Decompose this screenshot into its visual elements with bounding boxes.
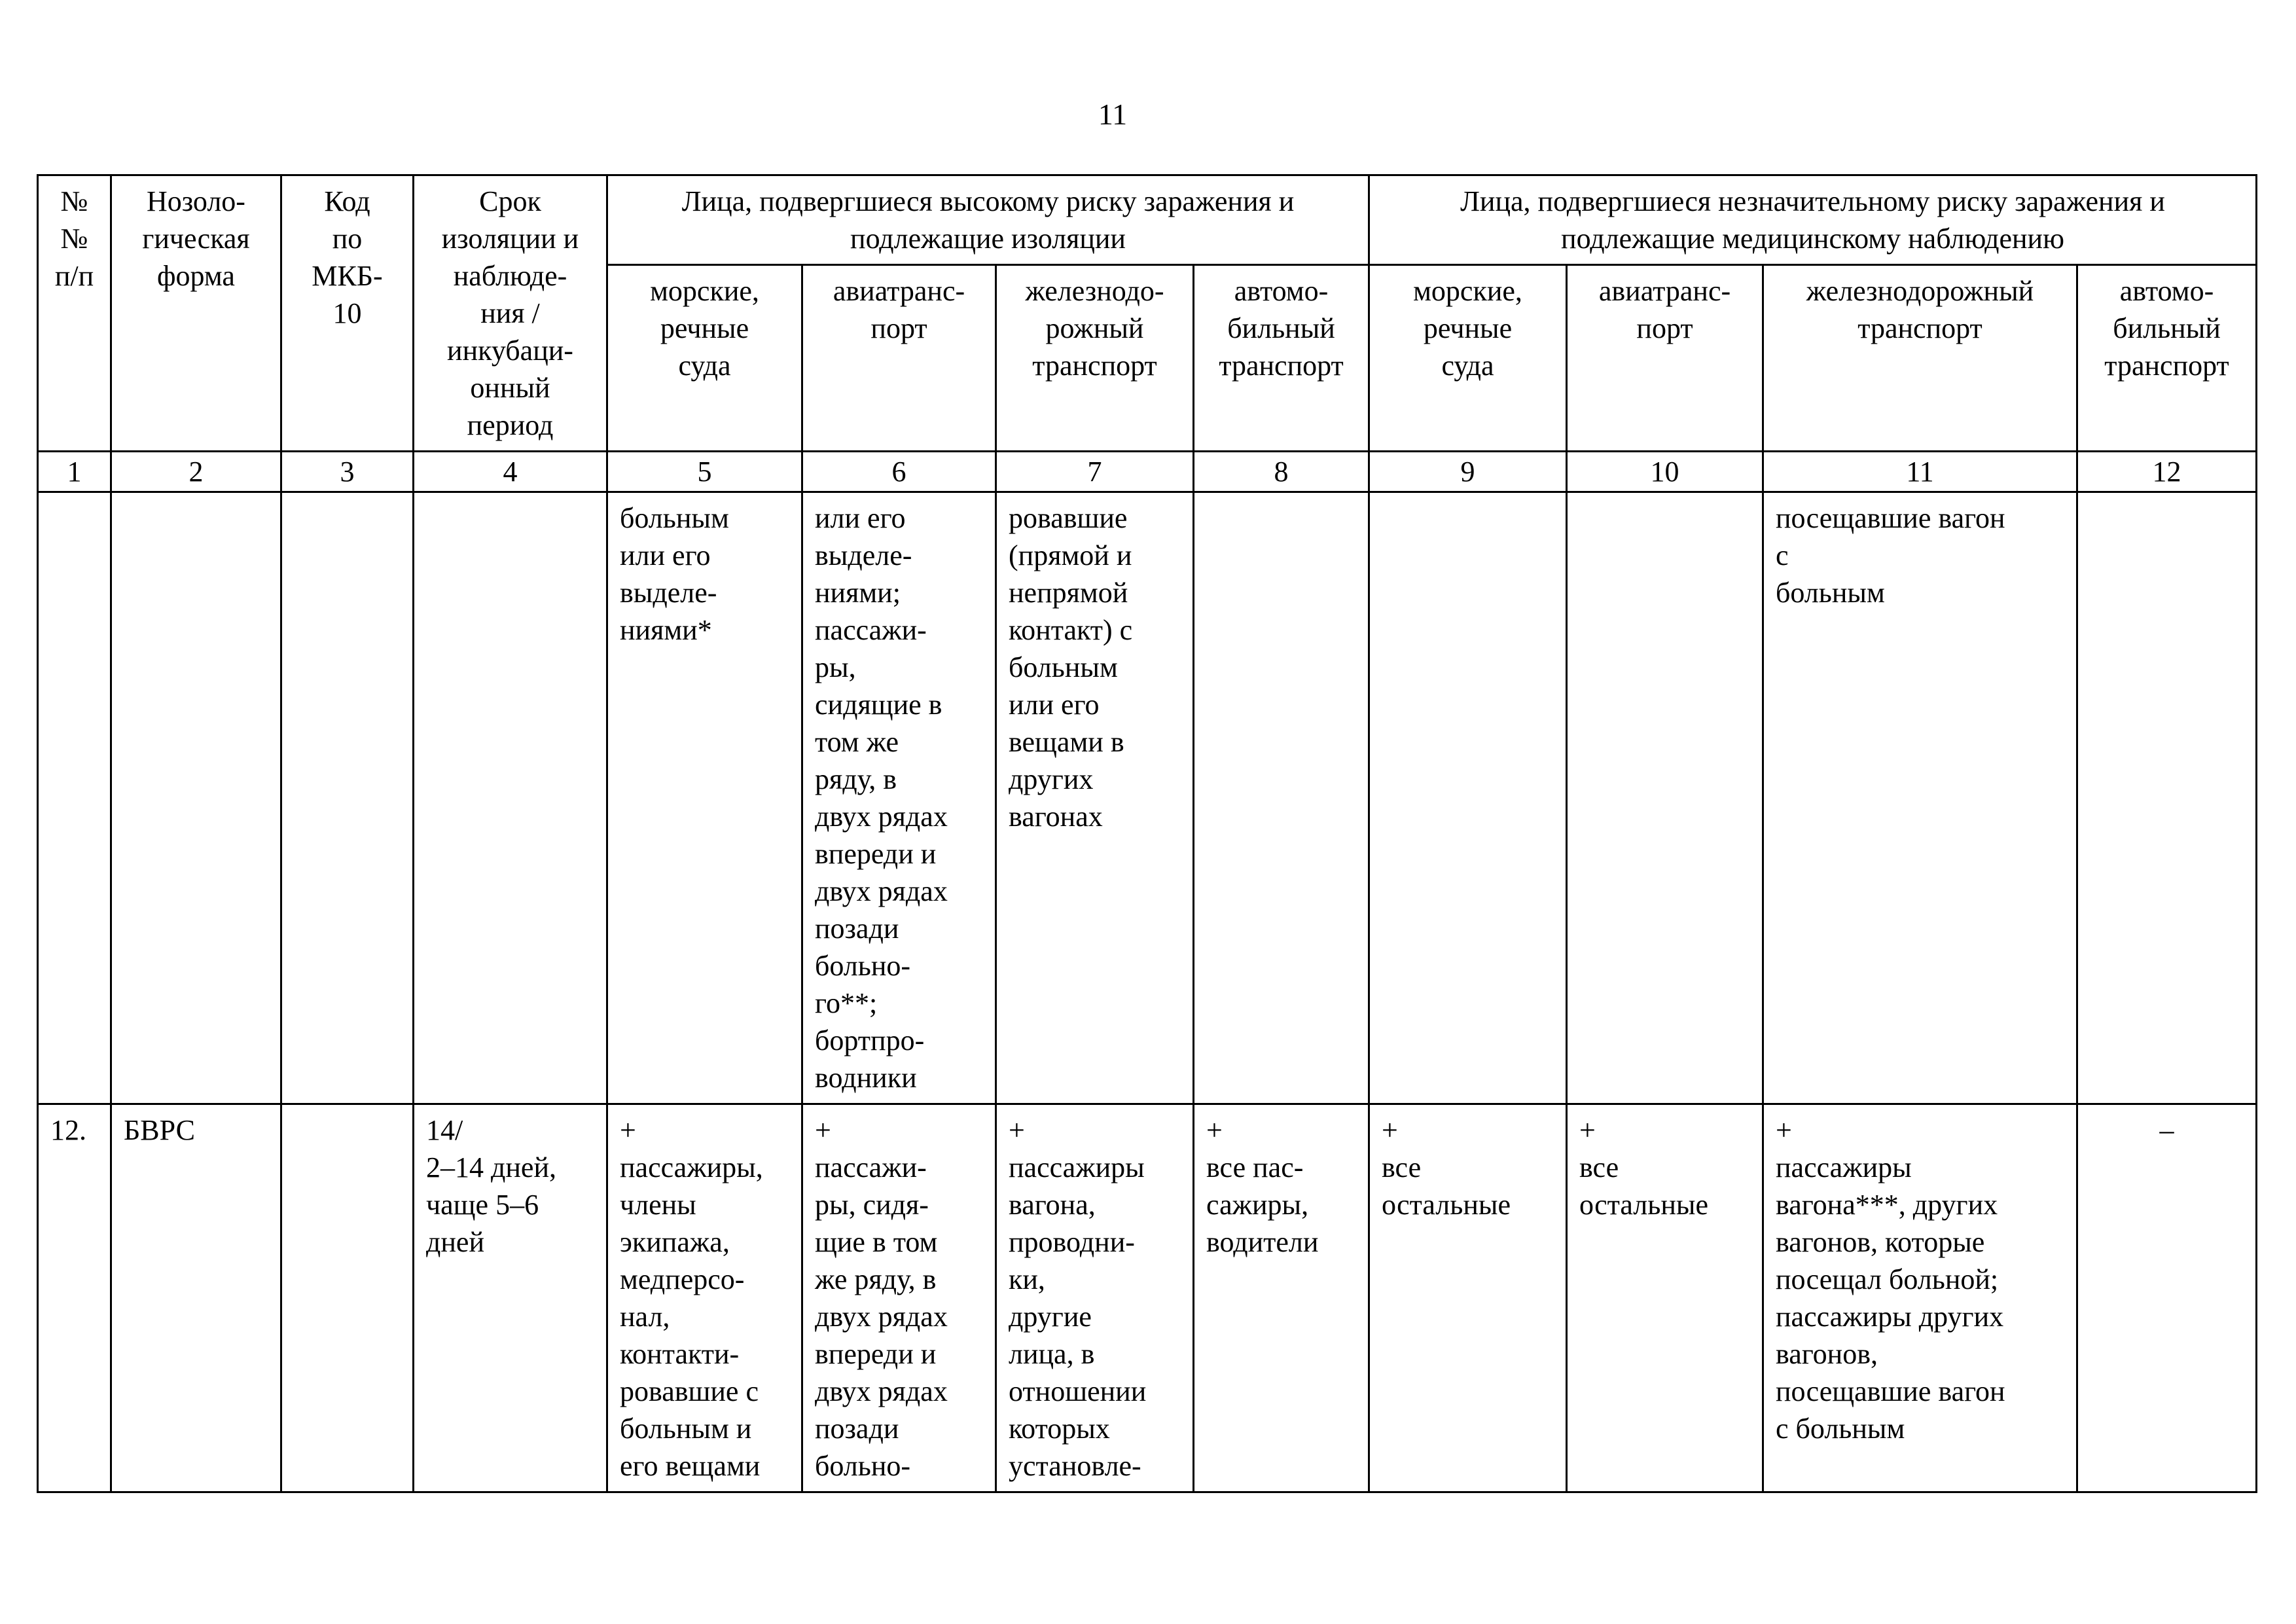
text-line: пассажиры,: [620, 1151, 763, 1183]
header-form: [111, 175, 281, 452]
text-line: +: [1206, 1114, 1223, 1146]
text-line: двух рядах: [815, 801, 948, 833]
text-line: по: [332, 223, 363, 255]
text-line: авиатранс-: [1598, 275, 1731, 308]
text-line: Лица, подвергшиеся незначительному риску заражения и: [1460, 185, 2165, 217]
cell-high-air: [802, 492, 996, 1104]
cell-num: 12.: [38, 1104, 111, 1492]
text-line: вагонов, которые: [1776, 1226, 1985, 1258]
text-line: онный: [470, 372, 550, 404]
text-line: –: [2159, 1114, 2174, 1146]
text-line: установле-: [1009, 1450, 1141, 1482]
text-line: или его: [1009, 689, 1100, 721]
text-line: впереди и: [815, 838, 937, 870]
text-line: сажиры,: [1206, 1189, 1309, 1221]
header-low-sea: [1369, 265, 1567, 452]
text-line: выделе-: [620, 577, 717, 609]
column-number: 4: [414, 452, 607, 492]
text-line: впереди и: [815, 1338, 937, 1370]
text-line: медперсо-: [620, 1263, 745, 1295]
column-number: 11: [1763, 452, 2077, 492]
cell-period: [414, 1104, 607, 1492]
header-high-risk-group: [607, 175, 1369, 265]
text-line: №: [60, 223, 88, 255]
text-line: 14/: [426, 1114, 463, 1146]
text-line: пассажиры: [1776, 1151, 1912, 1183]
text-line: члены: [620, 1189, 696, 1221]
text-line: больно-: [815, 950, 911, 982]
text-line: рожный: [1045, 312, 1144, 345]
cell-low-air: [1567, 1104, 1763, 1492]
text-line: +: [1579, 1114, 1596, 1146]
text-line: ния /: [480, 297, 540, 329]
text-line: пассажиры: [1009, 1151, 1145, 1183]
column-number: 10: [1567, 452, 1763, 492]
table-row-12: [38, 1104, 2257, 1492]
text-line: других: [1009, 763, 1094, 795]
text-line: же ряду, в: [815, 1263, 937, 1295]
text-line: порт: [870, 312, 927, 345]
text-line: остальные: [1579, 1189, 1708, 1221]
text-line: контакт) с: [1009, 614, 1133, 646]
text-line: +: [815, 1114, 831, 1146]
cell-high-sea: [607, 492, 802, 1104]
text-line: 10: [332, 297, 362, 329]
regulation-table: [37, 174, 2257, 1493]
text-line: +: [1382, 1114, 1398, 1146]
cell-low-sea: [1369, 1104, 1567, 1492]
text-line: отношении: [1009, 1375, 1147, 1407]
text-line: транспорт: [1219, 350, 1344, 382]
text-line: ниями*: [620, 614, 712, 646]
text-line: авиатранс-: [833, 275, 965, 308]
text-line: посещавшие вагон: [1776, 1375, 2005, 1407]
header-high-rail: [996, 265, 1194, 452]
text-line: или его: [815, 502, 906, 534]
text-line: суда: [678, 350, 731, 382]
text-line: ряду, в: [815, 763, 897, 795]
cell-high-rail: [996, 492, 1194, 1104]
page-number: 11: [1098, 98, 1128, 131]
text-line: МКБ-: [312, 260, 383, 292]
text-line: дней: [426, 1226, 485, 1258]
cell-high-air: [802, 1104, 996, 1492]
text-line: транспорт: [1857, 312, 1982, 345]
text-line: железнодо-: [1025, 275, 1164, 308]
column-number: 7: [996, 452, 1194, 492]
text-line: ниями;: [815, 577, 901, 609]
text-line: +: [1776, 1114, 1792, 1146]
text-line: Код: [324, 185, 370, 217]
text-line: ровавшие: [1009, 502, 1128, 534]
table-row-continuation: [38, 492, 2257, 1104]
header-low-air: [1567, 265, 1763, 452]
text-line: +: [1009, 1114, 1025, 1146]
header-high-auto: [1194, 265, 1369, 452]
text-line: непрямой: [1009, 577, 1128, 609]
text-line: чаще 5–6: [426, 1189, 539, 1221]
column-number: 6: [802, 452, 996, 492]
text-line: пассажи-: [815, 614, 927, 646]
text-line: инкубаци-: [447, 334, 573, 367]
text-line: сидящие в: [815, 689, 942, 721]
text-line: транспорт: [1032, 350, 1157, 382]
text-line: бильный: [2113, 312, 2221, 345]
text-line: или его: [620, 539, 711, 571]
text-line: больным и: [620, 1413, 752, 1445]
text-line: наблюде-: [453, 260, 567, 292]
cell-period: [414, 492, 607, 1104]
text-line: вагонах: [1009, 801, 1103, 833]
cell-high-sea: [607, 1104, 802, 1492]
text-line: ровавшие с: [620, 1375, 759, 1407]
header-row-1: [38, 175, 2257, 265]
text-line: суда: [1441, 350, 1494, 382]
text-line: все: [1382, 1151, 1422, 1183]
cell-low-air: [1567, 492, 1763, 1104]
text-line: посещавшие вагон: [1776, 502, 2005, 534]
header-period: [414, 175, 607, 452]
text-line: вагонов,: [1776, 1338, 1878, 1370]
text-line: бортпро-: [815, 1024, 925, 1056]
column-number: 9: [1369, 452, 1567, 492]
text-line: морские,: [650, 275, 759, 308]
text-line: подлежащие изоляции: [850, 223, 1126, 255]
text-line: подлежащие медицинскому наблюдению: [1561, 223, 2064, 255]
text-line: позади: [815, 1413, 899, 1445]
cell-high-rail: [996, 1104, 1194, 1492]
text-line: пассажиры других: [1776, 1301, 2004, 1333]
text-line: контакти-: [620, 1338, 740, 1370]
text-line: транспорт: [2104, 350, 2229, 382]
cell-high-auto: [1194, 1104, 1369, 1492]
text-line: Лица, подвергшиеся высокому риску заражения и: [681, 185, 1295, 217]
text-line: больным: [620, 502, 729, 534]
cell-form: [111, 492, 281, 1104]
text-line: водники: [815, 1062, 917, 1094]
cell-low-rail: [1763, 492, 2077, 1104]
cell-num: [38, 492, 111, 1104]
text-line: с больным: [1776, 1413, 1905, 1445]
text-line: период: [467, 409, 554, 441]
column-number: 5: [607, 452, 802, 492]
column-number: 8: [1194, 452, 1369, 492]
cell-code: [281, 492, 414, 1104]
header-icd-code: [281, 175, 414, 452]
text-line: остальные: [1382, 1189, 1511, 1221]
text-line: все: [1579, 1151, 1619, 1183]
cell-low-rail: [1763, 1104, 2077, 1492]
column-number: 2: [111, 452, 281, 492]
text-line: вагона***, других: [1776, 1189, 1998, 1221]
text-line: экипажа,: [620, 1226, 730, 1258]
text-line: водители: [1206, 1226, 1319, 1258]
header-low-auto: [2077, 265, 2257, 452]
text-line: больно-: [815, 1450, 911, 1482]
text-line: которых: [1009, 1413, 1110, 1445]
cell-high-auto: [1194, 492, 1369, 1104]
text-line: больным: [1776, 577, 1885, 609]
text-line: двух рядах: [815, 1301, 948, 1333]
text-line: ры, сидя-: [815, 1189, 929, 1221]
text-line: гическая: [142, 223, 250, 255]
text-line: +: [620, 1114, 636, 1146]
text-line: Нозоло-: [147, 185, 245, 217]
header-num: [38, 175, 111, 452]
column-number-row: [38, 452, 2257, 492]
text-line: с: [1776, 539, 1789, 571]
cell-code: [281, 1104, 414, 1492]
column-number: 3: [281, 452, 414, 492]
text-line: нал,: [620, 1301, 670, 1333]
header-low-rail: [1763, 265, 2077, 452]
text-line: автомо-: [2119, 275, 2214, 308]
cell-low-auto: [2077, 1104, 2257, 1492]
text-line: том же: [815, 726, 899, 758]
text-line: железнодорожный: [1806, 275, 2034, 308]
header-low-risk-group: [1369, 175, 2257, 265]
text-line: ры,: [815, 651, 856, 683]
text-line: бильный: [1227, 312, 1335, 345]
text-line: позади: [815, 912, 899, 945]
cell-low-auto: [2077, 492, 2257, 1104]
text-line: вещами в: [1009, 726, 1124, 758]
text-line: его вещами: [620, 1450, 761, 1482]
text-line: автомо-: [1234, 275, 1329, 308]
text-line: речные: [660, 312, 749, 345]
text-line: лица, в: [1009, 1338, 1095, 1370]
header-high-sea: [607, 265, 802, 452]
text-line: проводни-: [1009, 1226, 1135, 1258]
cell-form: БВРС: [111, 1104, 281, 1492]
text-line: вагона,: [1009, 1189, 1096, 1221]
text-line: другие: [1009, 1301, 1092, 1333]
text-line: порт: [1636, 312, 1693, 345]
column-number: 12: [2077, 452, 2257, 492]
text-line: (прямой и: [1009, 539, 1132, 571]
text-line: го**;: [815, 987, 878, 1019]
text-line: выделе-: [815, 539, 912, 571]
text-line: двух рядах: [815, 875, 948, 907]
text-line: все пас-: [1206, 1151, 1304, 1183]
text-line: двух рядах: [815, 1375, 948, 1407]
cell-low-sea: [1369, 492, 1567, 1104]
text-line: Срок: [479, 185, 541, 217]
header-high-air: [802, 265, 996, 452]
column-number: 1: [38, 452, 111, 492]
text-line: речные: [1423, 312, 1513, 345]
text-line: больным: [1009, 651, 1118, 683]
text-line: морские,: [1413, 275, 1522, 308]
text-line: форма: [157, 260, 235, 292]
text-line: п/п: [54, 260, 94, 292]
text-line: щие в том: [815, 1226, 938, 1258]
text-line: пассажи-: [815, 1151, 927, 1183]
text-line: посещал больной;: [1776, 1263, 1999, 1295]
text-line: ки,: [1009, 1263, 1045, 1295]
text-line: 2–14 дней,: [426, 1151, 557, 1183]
text-line: №: [60, 185, 88, 217]
text-line: изоляции и: [441, 223, 579, 255]
